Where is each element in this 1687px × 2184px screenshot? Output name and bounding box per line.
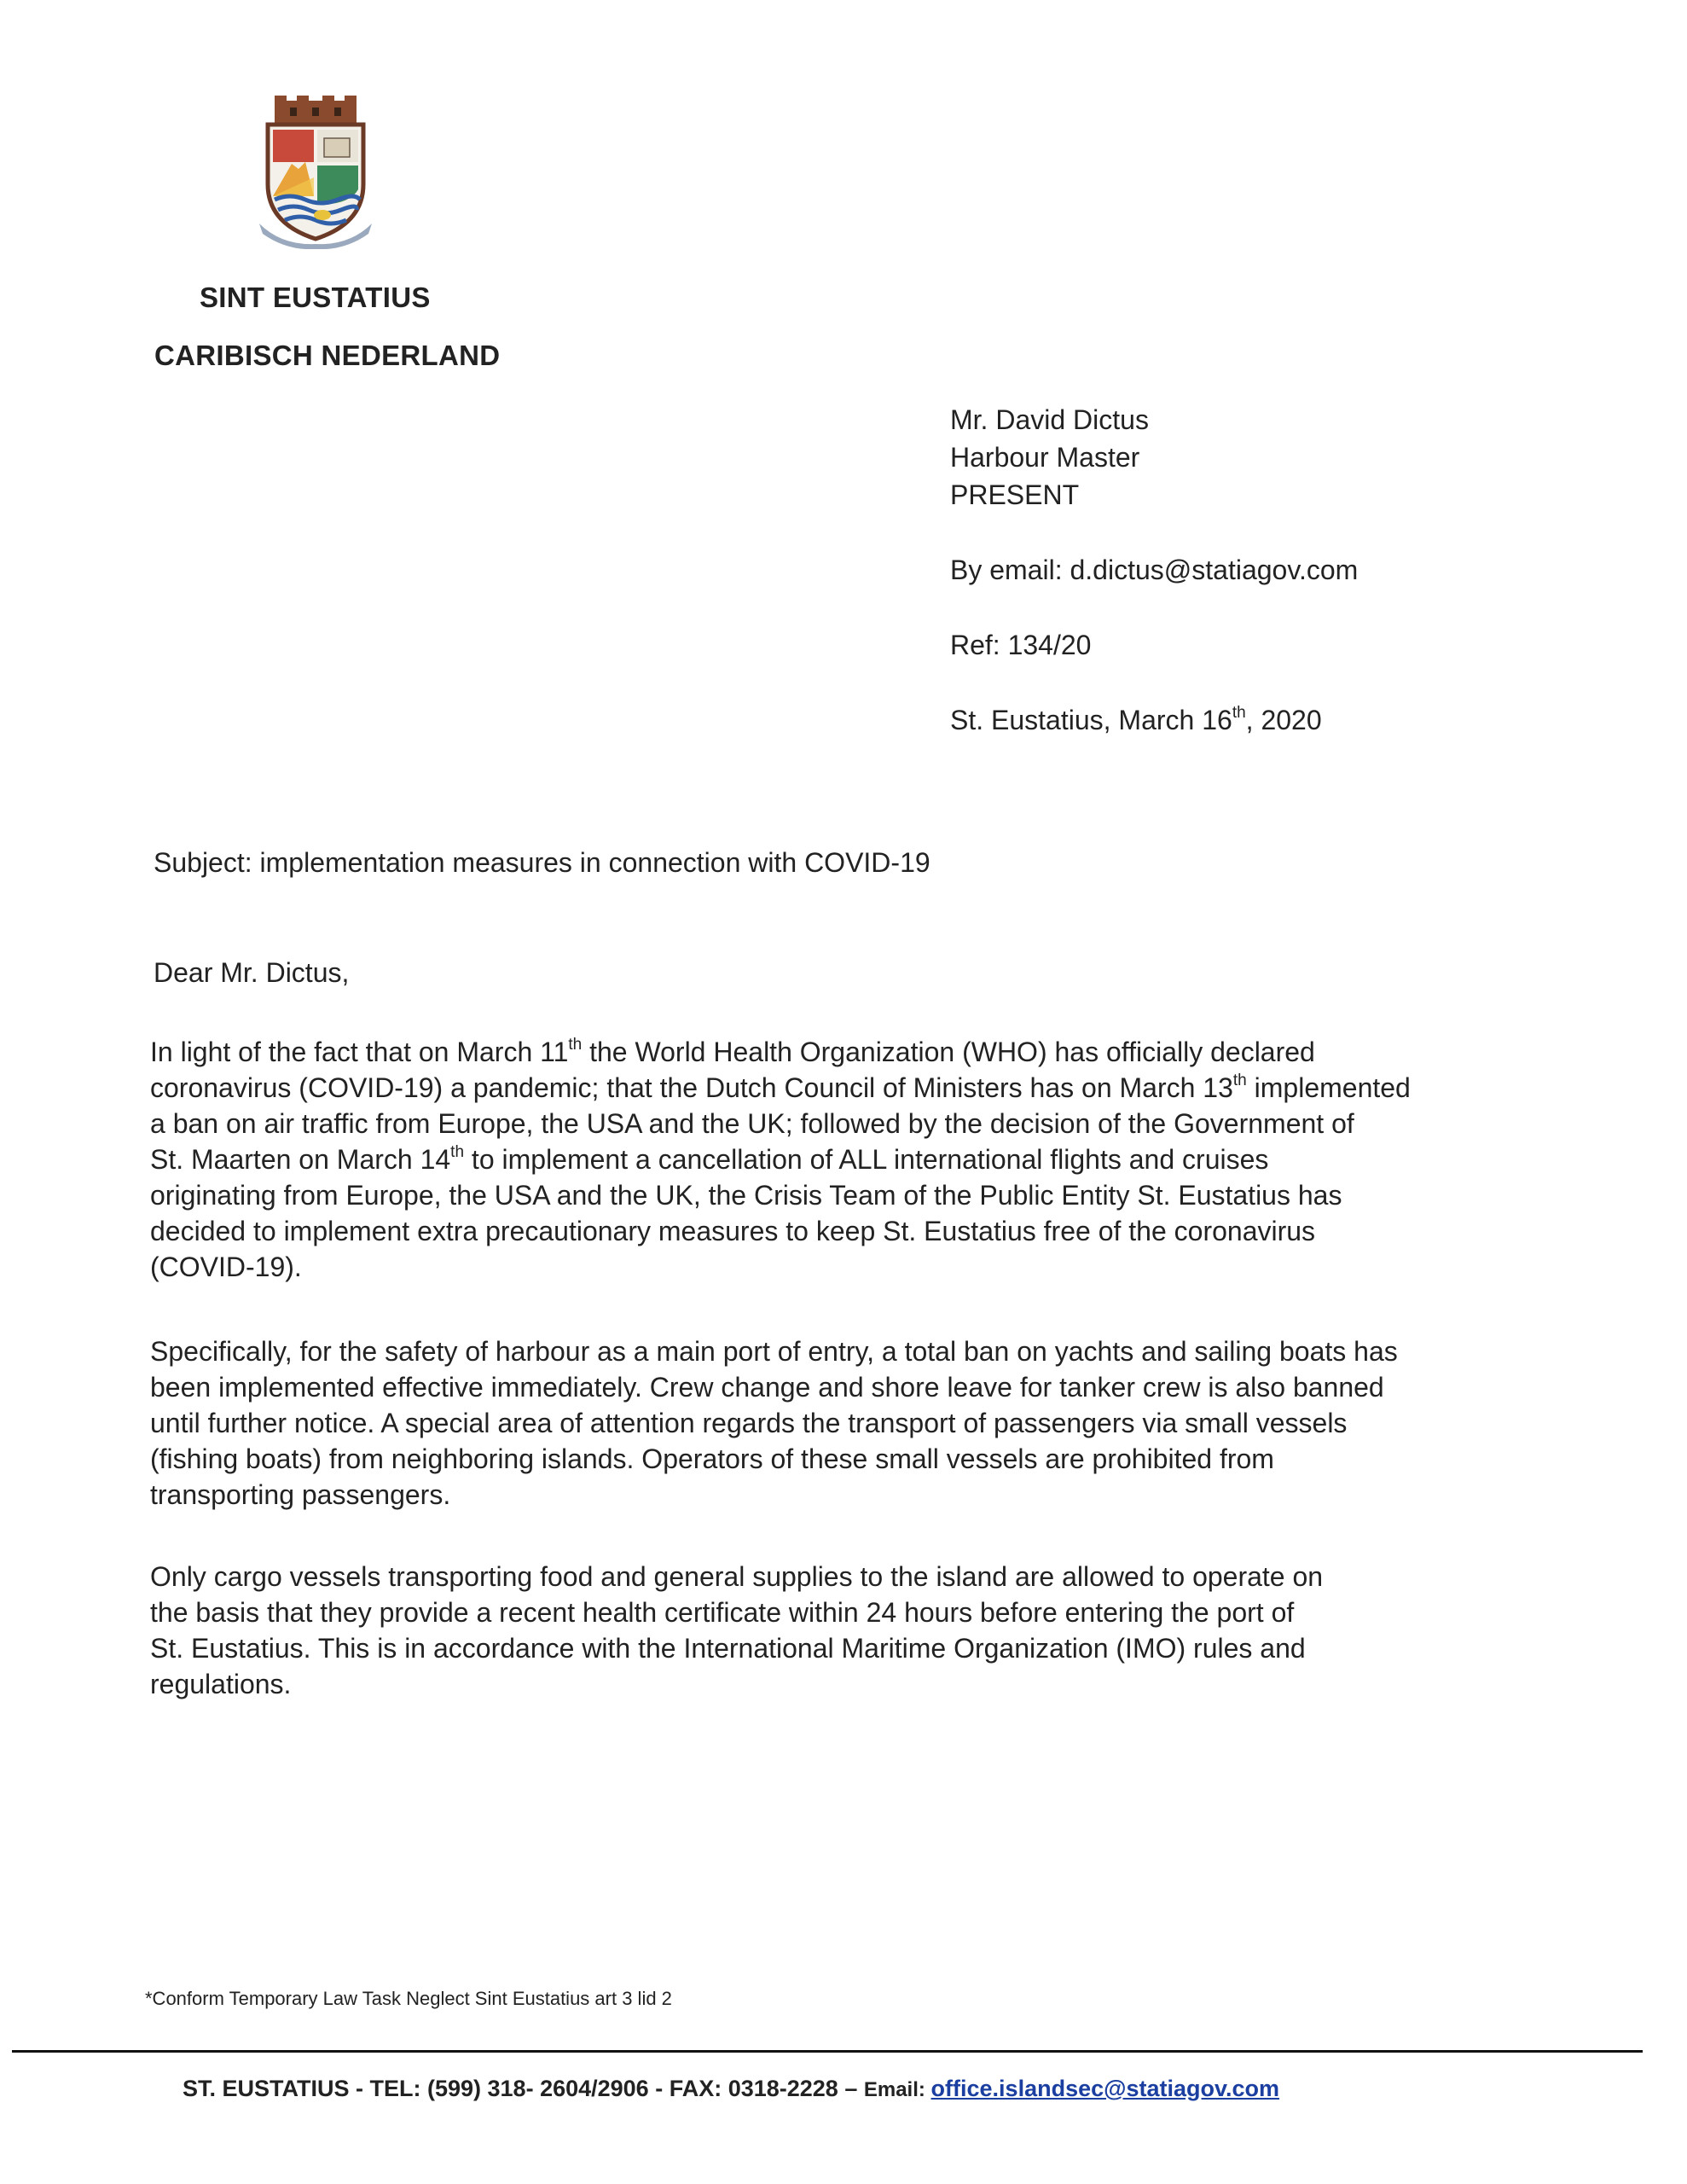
recipient-title: Harbour Master	[950, 442, 1140, 473]
paragraph-line: decided to implement extra precautionary measures to keep St. Eustatius free of the coronavirus	[150, 1216, 1316, 1246]
paragraph-line: (COVID-19).	[150, 1252, 302, 1282]
recipient-name: Mr. David Dictus	[950, 404, 1149, 435]
subject-line: Subject: implementation measures in connection with COVID-19	[154, 847, 930, 878]
organization-subtitle: CARIBISCH NEDERLAND	[154, 340, 501, 371]
footer-email-label: Email:	[863, 2078, 931, 2101]
paragraph-line: Only cargo vessels transporting food and general supplies to the island are allowed to operate on	[150, 1561, 1324, 1592]
recipient-block	[950, 401, 1358, 739]
paragraph-line: coronavirus (COVID-19) a pandemic; that the Dutch Council of Ministers has on March 13th implemented	[150, 1072, 1411, 1103]
paragraph-line: the basis that they provide a recent health certificate within 24 hours before entering the port of	[150, 1597, 1295, 1628]
footer-divider	[12, 2050, 1643, 2053]
footer-email-link[interactable]: office.islandsec@statiagov.com	[930, 2076, 1280, 2101]
date-superscript: th	[1232, 704, 1246, 723]
footer-contact	[183, 2076, 1279, 2102]
paragraph-line: St. Maarten on March 14th to implement a cancellation of ALL international flights and cruises	[150, 1143, 1269, 1175]
organization-name: SINT EUSTATIUS	[200, 282, 431, 313]
body-paragraph-1	[150, 1034, 1472, 1285]
date-suffix: , 2020	[1245, 705, 1322, 735]
paragraph-line: regulations.	[150, 1669, 292, 1699]
paragraph-line: Specifically, for the safety of harbour as a main port of entry, a total ban on yachts and sailing boats has	[150, 1336, 1398, 1367]
letter-date	[950, 701, 1358, 739]
footer-contact-text: ST. EUSTATIUS - TEL: (599) 318- 2604/2906 - FAX: 0318-2228 –	[183, 2076, 864, 2101]
salutation: Dear Mr. Dictus,	[154, 957, 350, 988]
paragraph-line: In light of the fact that on March 11th the World Health Organization (WHO) has officially declared	[150, 1036, 1315, 1067]
body-paragraph-2	[150, 1333, 1472, 1513]
paragraph-line: transporting passengers.	[150, 1479, 451, 1510]
body-paragraph-3	[150, 1559, 1472, 1702]
paragraph-line: St. Eustatius. This is in accordance with the International Maritime Organization (IMO) rules and	[150, 1633, 1306, 1664]
paragraph-line: until further notice. A special area of attention regards the transport of passengers via small vessels	[150, 1408, 1348, 1438]
recipient-status: PRESENT	[950, 479, 1080, 510]
recipient-email: By email: d.dictus@statiagov.com	[950, 555, 1359, 585]
date-prefix: St. Eustatius, March 16	[950, 705, 1232, 735]
paragraph-line: a ban on air traffic from Europe, the USA and the UK; followed by the decision of the Government of	[150, 1108, 1354, 1139]
footnote: *Conform Temporary Law Task Neglect Sint Eustatius art 3 lid 2	[145, 1988, 672, 2009]
paragraph-line: been implemented effective immediately. Crew change and shore leave for tanker crew is also banned	[150, 1372, 1384, 1403]
paragraph-line: (fishing boats) from neighboring islands. Operators of these small vessels are prohibited from	[150, 1443, 1274, 1474]
coat-of-arms-icon	[256, 96, 375, 249]
paragraph-line: originating from Europe, the USA and the UK, the Crisis Team of the Public Entity St. Eustatius has	[150, 1180, 1342, 1211]
reference-number: Ref: 134/20	[950, 630, 1092, 660]
